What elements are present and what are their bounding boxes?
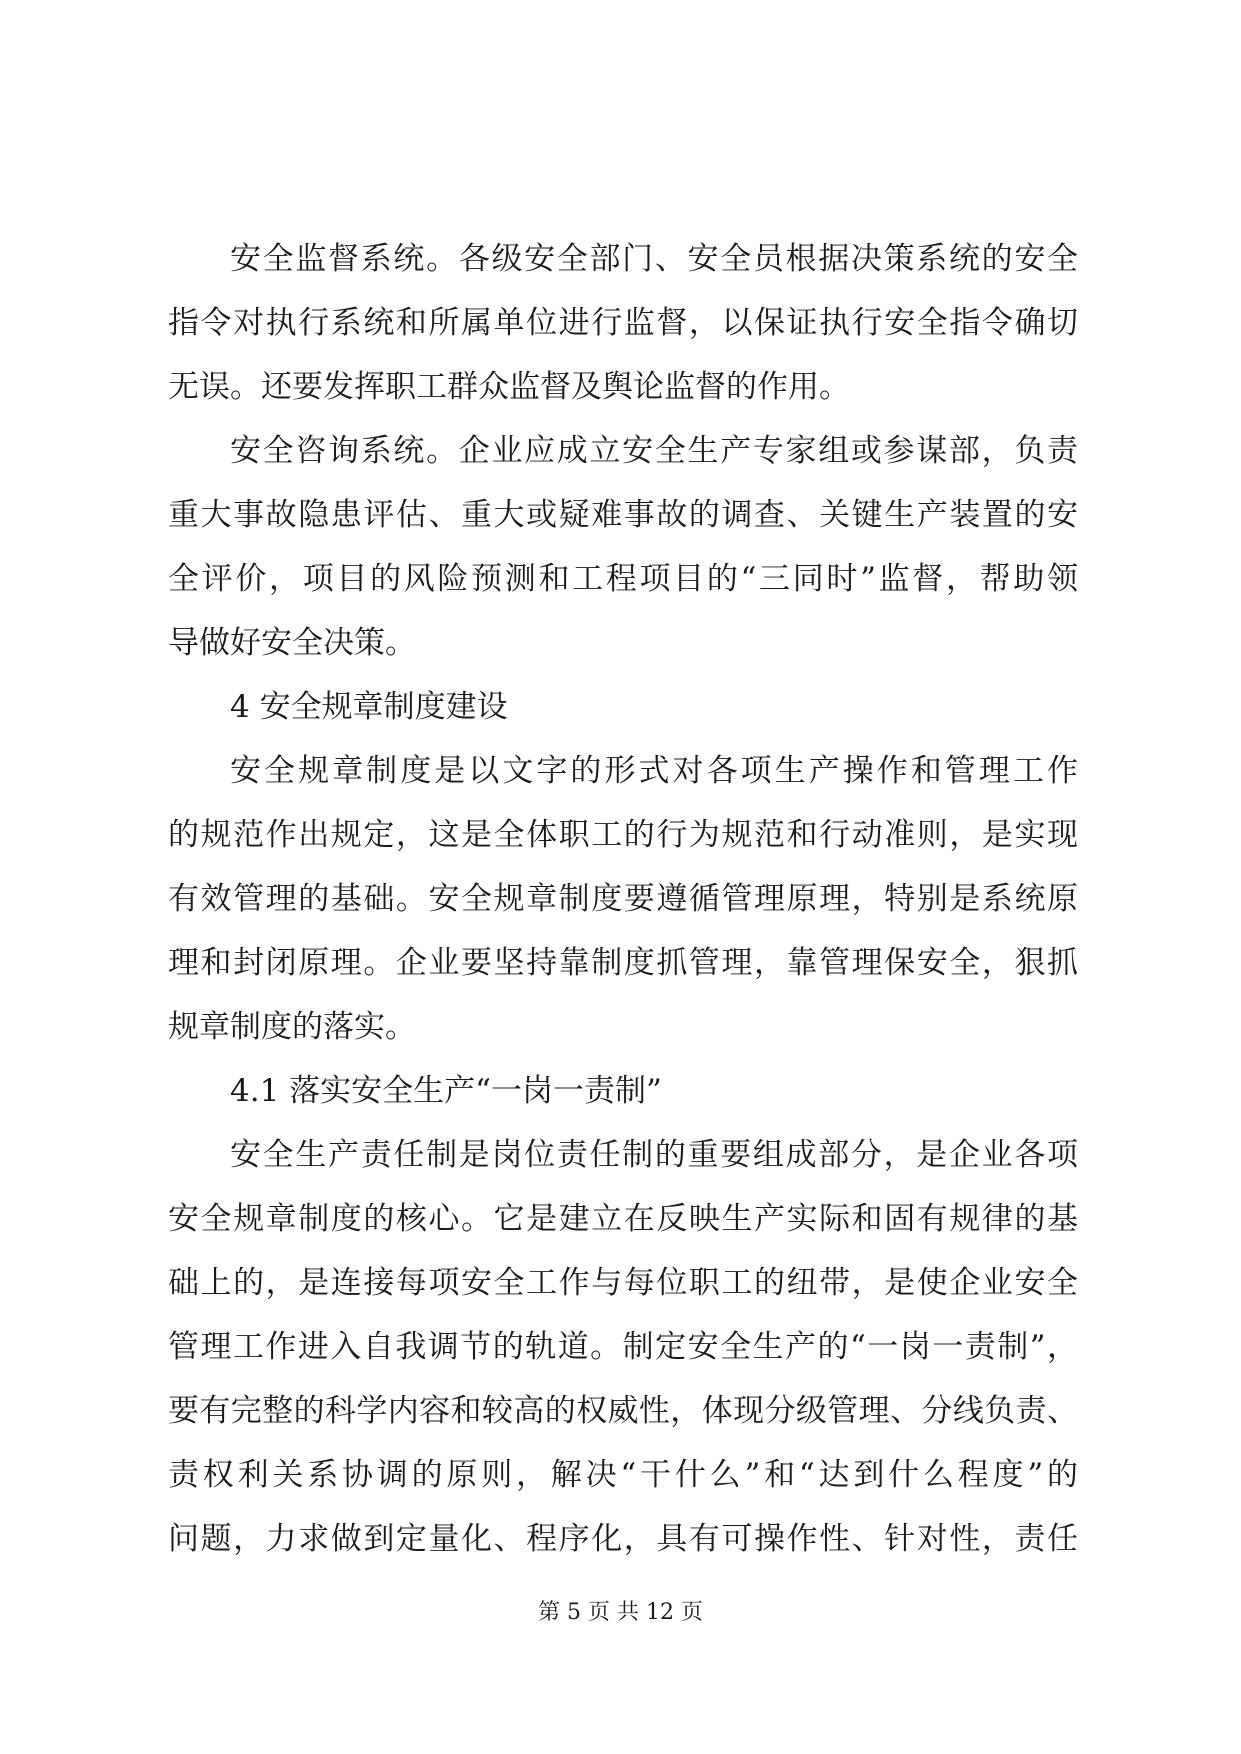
document-body [168,227,1078,1571]
text-line: 重大事故隐患评估、重大或疑难事故的调查、关键生产装置的安 [168,497,1078,533]
text-line: 安全生产责任制是岗位责任制的重要组成部分，是企业各项 [230,1137,1078,1173]
text-line: 4.1 落实安全生产“一岗一责制” [230,1073,662,1109]
text-line: 有效管理的基础。安全规章制度要遵循管理原理，特别是系统原 [168,881,1078,917]
page-footer: 第 5 页 共 12 页 [538,1600,703,1625]
text-line: 要有完整的科学内容和较高的权威性，体现分级管理、分线负责、 [168,1393,1078,1429]
text-line: 4 安全规章制度建设 [230,689,508,725]
text-line: 指令对执行系统和所属单位进行监督，以保证执行安全指令确切 [168,305,1078,341]
text-line: 安全监督系统。各级安全部门、安全员根据决策系统的安全 [230,241,1078,277]
text-line: 责权利关系协调的原则，解决“干什么”和“达到什么程度”的 [168,1457,1078,1493]
text-line: 全评价，项目的风险预测和工程项目的“三同时”监督，帮助领 [168,561,1078,597]
text-line: 理和封闭原理。企业要坚持靠制度抓管理，靠管理保安全，狠抓 [168,945,1078,981]
text-line: 管理工作进入自我调节的轨道。制定安全生产的“一岗一责制”， [168,1329,1078,1365]
text-line: 安全规章制度是以文字的形式对各项生产操作和管理工作 [230,753,1078,789]
text-line: 导做好安全决策。 [168,625,416,661]
text-line: 无误。还要发挥职工群众监督及舆论监督的作用。 [168,369,850,405]
text-line: 安全规章制度的核心。它是建立在反映生产实际和固有规律的基 [168,1201,1078,1237]
text-line: 安全咨询系统。企业应成立安全生产专家组或参谋部，负责 [230,433,1078,469]
text-line: 问题，力求做到定量化、程序化，具有可操作性、针对性，责任 [168,1521,1078,1557]
text-line: 的规范作出规定，这是全体职工的行为规范和行动准则，是实现 [168,817,1078,853]
text-line: 规章制度的落实。 [168,1009,416,1045]
text-line: 础上的，是连接每项安全工作与每位职工的纽带，是使企业安全 [168,1265,1078,1301]
